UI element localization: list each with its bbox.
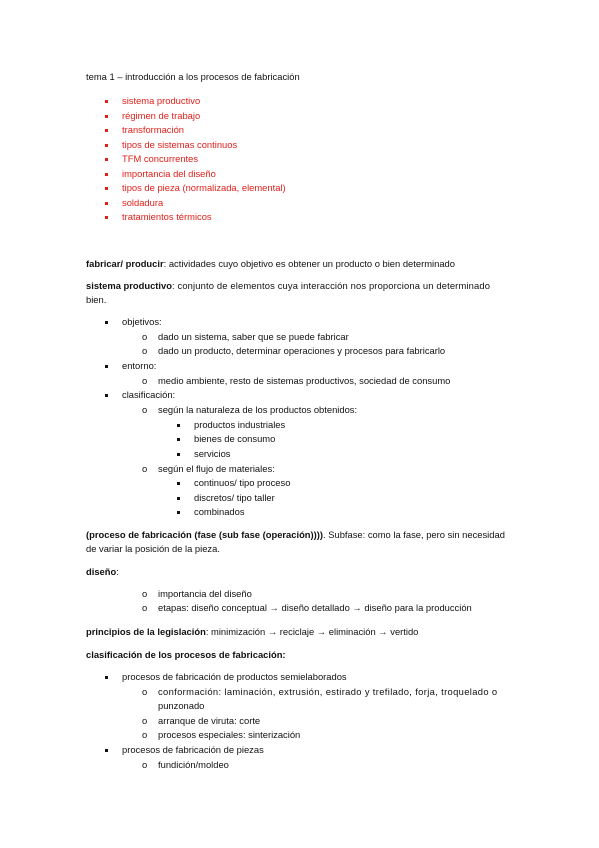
list-item: arranque de viruta: corte: [158, 715, 261, 726]
bullet-square-icon: [177, 482, 180, 485]
definition-fabricar: [86, 258, 455, 270]
definition-text: : minimización → reciclaje → eliminación → vertido: [205, 626, 419, 637]
bullet-square-icon: [177, 438, 180, 441]
list-item: según la naturaleza de los productos obtenidos:: [158, 404, 358, 415]
bullet-square-icon: [105, 321, 108, 324]
list-item: conformación: laminación, extrusión, estirado y trefilado, forja, troquelado o: [158, 686, 498, 697]
list-item: bienes de consumo: [194, 433, 276, 444]
bullet-square-icon: [105, 100, 108, 103]
list-item: según el flujo de materiales:: [158, 463, 275, 474]
definition-text: : conjunto de elementos cuya interacción nos proporciona un determinado: [171, 280, 491, 291]
bullet-square-icon: [105, 129, 108, 132]
list-item: clasificación:: [122, 389, 176, 400]
list-item-cont: punzonado: [158, 700, 205, 711]
bullet-circle-icon: o: [142, 759, 148, 770]
list-item: importancia del diseño: [122, 168, 216, 179]
list-item: importancia del diseño: [158, 588, 252, 599]
bullet-circle-icon: o: [142, 715, 148, 726]
bullet-circle-icon: o: [142, 375, 148, 386]
bullet-square-icon: [105, 394, 108, 397]
list-item: discretos/ tipo taller: [194, 492, 275, 503]
bullet-square-icon: [177, 511, 180, 514]
bullet-square-icon: [105, 749, 108, 752]
bullet-square-icon: [105, 144, 108, 147]
definition-term: sistema productivo: [86, 280, 172, 291]
bullet-circle-icon: o: [142, 686, 148, 697]
list-item: objetivos:: [122, 316, 162, 327]
definition-text-cont: bien.: [86, 294, 107, 305]
bullet-square-icon: [105, 187, 108, 190]
list-item: productos industriales: [194, 419, 286, 430]
definition-term: fabricar/ producir: [86, 258, 164, 269]
list-item: dado un producto, determinar operaciones y procesos para fabricarlo: [158, 345, 446, 356]
bullet-circle-icon: o: [142, 463, 148, 474]
bullet-circle-icon: o: [142, 602, 148, 613]
list-item: fundición/moldeo: [158, 759, 229, 770]
definition-term: principios de la legislación: [86, 626, 206, 637]
paragraph-text-cont: de variar la posición de la pieza.: [86, 543, 220, 554]
list-item: medio ambiente, resto de sistemas productivos, sociedad de consumo: [158, 375, 451, 386]
list-item: régimen de trabajo: [122, 110, 201, 121]
list-item: procesos de fabricación de piezas: [122, 744, 264, 755]
list-item: tratamientos térmicos: [122, 211, 212, 222]
list-item: transformación: [122, 124, 185, 135]
bullet-square-icon: [105, 365, 108, 368]
list-item: tipos de sistemas continuos: [122, 139, 238, 150]
list-item: entorno:: [122, 360, 157, 371]
definition-text: . Subfase: como la fase, pero sin necesidad: [323, 529, 505, 540]
list-item: sistema productivo: [122, 95, 201, 106]
bullet-square-icon: [105, 115, 108, 118]
bullet-square-icon: [105, 216, 108, 219]
list-item: TFM concurrentes: [122, 153, 199, 164]
doc-title: tema 1 – introducción a los procesos de fabricación: [86, 71, 300, 82]
definition-text: : actividades cuyo objetivo es obtener un producto o bien determinado: [163, 258, 455, 269]
definition-term: diseño: [86, 566, 117, 577]
bullet-square-icon: [177, 453, 180, 456]
bullet-square-icon: [177, 424, 180, 427]
list-item: procesos de fabricación de productos semielaborados: [122, 671, 347, 682]
bullet-square-icon: [105, 202, 108, 205]
heading-clasificacion-procesos: clasificación de los procesos de fabricación:: [86, 649, 286, 660]
bullet-square-icon: [105, 158, 108, 161]
bullet-square-icon: [105, 676, 108, 679]
definition-principios: [86, 626, 418, 638]
bullet-square-icon: [177, 497, 180, 500]
list-item: combinados: [194, 506, 245, 517]
bullet-circle-icon: o: [142, 729, 148, 740]
list-item: servicios: [194, 448, 231, 459]
list-item: continuos/ tipo proceso: [194, 477, 291, 488]
heading-diseno: [86, 566, 119, 578]
bullet-circle-icon: o: [142, 345, 148, 356]
bullet-circle-icon: o: [142, 588, 148, 599]
bullet-circle-icon: o: [142, 404, 148, 415]
list-item: dado un sistema, saber que se puede fabricar: [158, 331, 349, 342]
list-item: soldadura: [122, 197, 164, 208]
list-item: etapas: diseño conceptual → diseño detallado → diseño para la producción: [158, 602, 472, 613]
bullet-circle-icon: o: [142, 331, 148, 342]
definition-colon: :: [116, 566, 119, 577]
list-item: procesos especiales: sinterización: [158, 729, 301, 740]
definition-term: (proceso de fabricación (fase (sub fase (operación)))): [86, 529, 324, 540]
list-item: tipos de pieza (normalizada, elemental): [122, 182, 286, 193]
definition-sistema-productivo: [86, 280, 490, 292]
paragraph-proceso: [86, 529, 505, 541]
bullet-square-icon: [105, 173, 108, 176]
